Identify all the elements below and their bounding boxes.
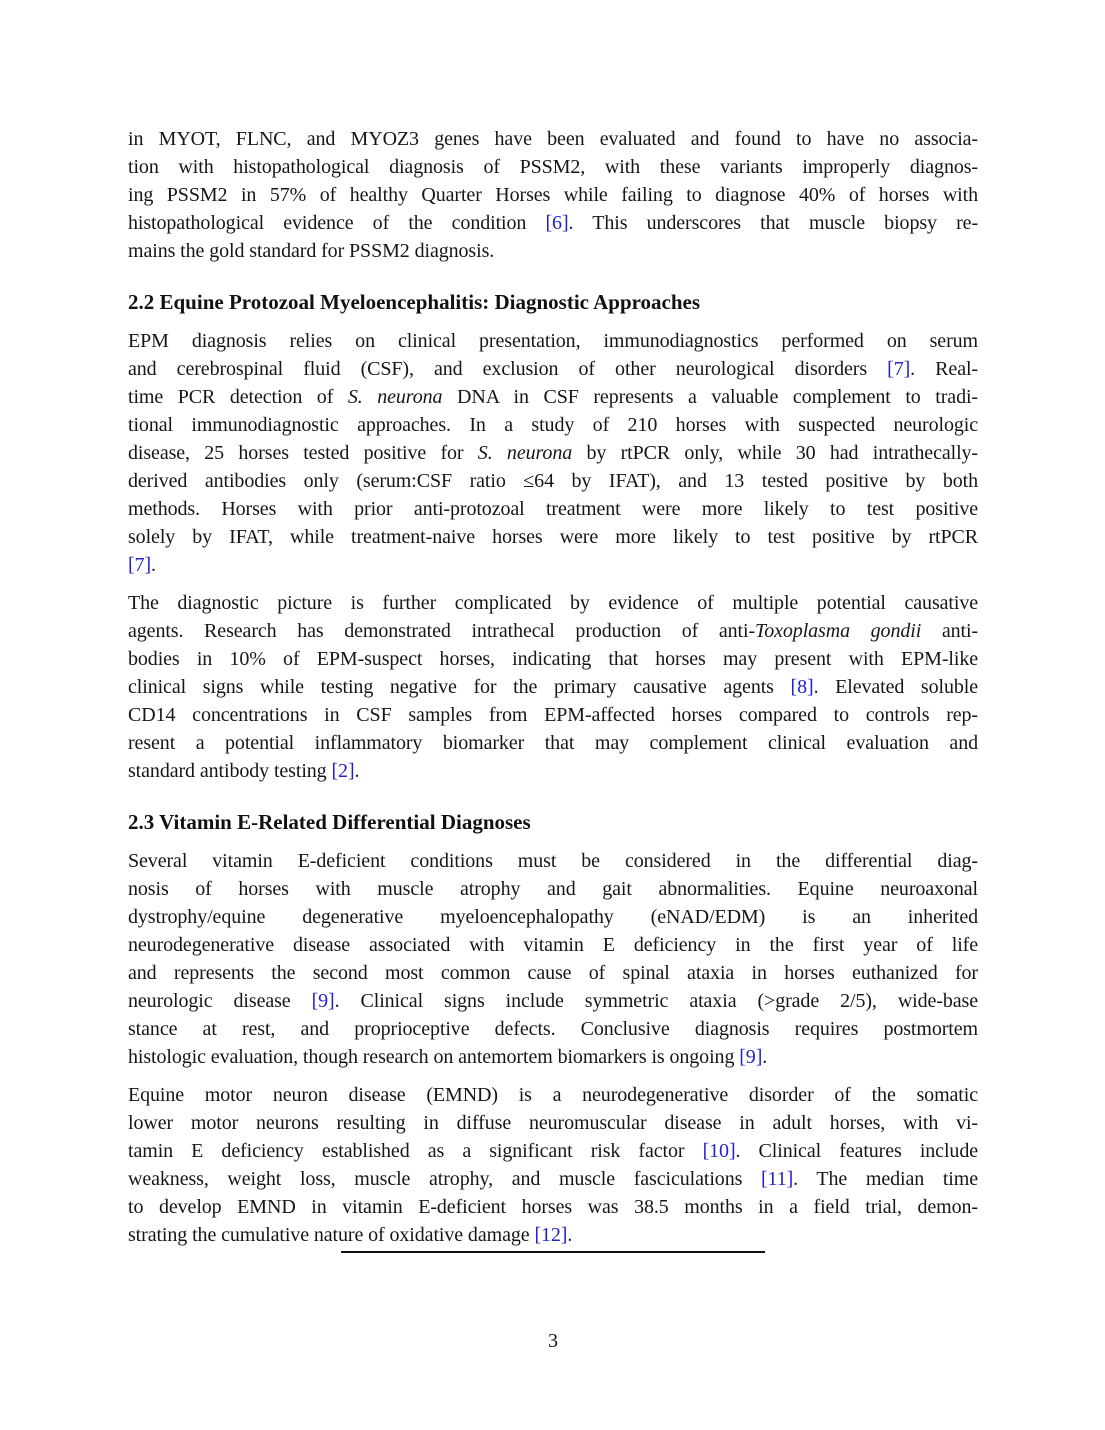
text-line — [128, 589, 978, 617]
text-line — [128, 1137, 978, 1165]
text-line — [128, 757, 978, 785]
text-line — [128, 551, 978, 579]
text-line — [128, 1109, 978, 1137]
paragraph — [128, 125, 978, 265]
text-run: . This underscores that muscle biopsy re- — [568, 212, 979, 234]
text-run: in MYOT, FLNC, and MYOZ3 genes have been evaluated and found to have no associa- — [128, 128, 978, 150]
citation-link[interactable]: [7] — [887, 358, 911, 380]
text-line — [128, 903, 978, 931]
citation-link[interactable]: [8] — [790, 676, 814, 698]
text-run: . Real- — [910, 358, 978, 380]
text-run: nosis of horses with muscle atrophy and gait abnormalities. Equine neuroaxonal — [128, 878, 978, 900]
text-line — [128, 411, 978, 439]
paragraph — [128, 589, 978, 785]
text-run: . — [354, 760, 360, 782]
text-line — [128, 1221, 978, 1249]
citation-link[interactable]: [9] — [739, 1046, 763, 1068]
text-line — [128, 1081, 978, 1109]
text-line — [128, 673, 978, 701]
citation-link[interactable]: [6] — [545, 212, 569, 234]
text-line — [128, 467, 978, 495]
document-page — [128, 125, 978, 1355]
text-run: tamin E deficiency established as a significant risk factor — [128, 1140, 703, 1162]
citation-link[interactable]: [9] — [311, 990, 335, 1012]
text-line — [128, 327, 978, 355]
text-line — [128, 729, 978, 757]
text-line — [128, 875, 978, 903]
text-line — [128, 1015, 978, 1043]
paragraph — [128, 327, 978, 579]
text-run: to develop EMND in vitamin E-deficient horses was 38.5 months in a field trial, demon- — [128, 1196, 978, 1218]
text-line — [128, 237, 978, 265]
text-run: disease, 25 horses tested positive for — [128, 442, 478, 464]
text-run: methods. Horses with prior anti-protozoal treatment were more likely to test positive — [128, 498, 978, 520]
text-run: neurodegenerative disease associated with vitamin E deficiency in the first year of life — [128, 934, 978, 956]
text-line — [128, 1043, 978, 1071]
text-line — [128, 181, 978, 209]
species-name-italic: S. neurona — [347, 386, 443, 408]
text-run: CD14 concentrations in CSF samples from EPM-affected horses compared to controls rep- — [128, 704, 978, 726]
text-run: resent a potential inflammatory biomarker that may complement clinical evaluation and — [128, 732, 978, 754]
text-run: tion with histopathological diagnosis of PSSM2, with these variants improperly diagnos- — [128, 156, 978, 178]
text-line — [128, 383, 978, 411]
text-line — [128, 355, 978, 383]
text-run: Several vitamin E-deficient conditions must be considered in the differential diag- — [128, 850, 978, 872]
document-content — [128, 125, 978, 1253]
text-run: anti- — [921, 620, 978, 642]
text-line — [128, 1165, 978, 1193]
text-run: . Clinical features include — [735, 1140, 978, 1162]
text-run: stance at rest, and proprioceptive defects. Conclusive diagnosis requires postmortem — [128, 1018, 978, 1040]
species-name-italic: S. neurona — [477, 442, 573, 464]
text-line — [128, 439, 978, 467]
citation-link[interactable]: [10] — [702, 1140, 736, 1162]
text-run: . Elevated soluble — [813, 676, 979, 698]
text-run: . — [762, 1046, 768, 1068]
text-line — [128, 959, 978, 987]
page-number: 3 — [548, 1329, 558, 1352]
text-run: tional immunodiagnostic approaches. In a study of 210 horses with suspected neurologic — [128, 414, 978, 436]
text-run: histopathological evidence of the condition — [128, 212, 546, 234]
text-line — [128, 125, 978, 153]
text-run: and cerebrospinal fluid (CSF), and exclusion of other neurological disorders — [128, 358, 888, 380]
text-line — [128, 1193, 978, 1221]
text-run: . The median time — [793, 1168, 978, 1190]
text-run: time PCR detection of — [128, 386, 348, 408]
citation-link[interactable]: [7] — [128, 554, 152, 576]
text-run: EPM diagnosis relies on clinical presentation, immunodiagnostics performed on serum — [128, 330, 978, 352]
citation-link[interactable]: [2] — [331, 760, 355, 782]
text-run: bodies in 10% of EPM-suspect horses, indicating that horses may present with EPM-like — [128, 648, 978, 670]
text-run: solely by IFAT, while treatment-naive horses were more likely to test positive by rtPCR — [128, 526, 978, 548]
citation-link[interactable]: [11] — [760, 1168, 794, 1190]
species-name-italic: Toxoplasma gondii — [755, 620, 922, 642]
section-heading: 2.2 Equine Protozoal Myeloencephalitis: Diagnostic Approaches — [128, 290, 701, 314]
text-run: histologic evaluation, though research on antemortem biomarkers is ongoing — [128, 1046, 740, 1068]
text-line — [128, 495, 978, 523]
text-run: dystrophy/equine degenerative myeloencephalopathy (eNAD/EDM) is an inherited — [128, 906, 978, 928]
text-run: neurologic disease — [128, 990, 312, 1012]
text-run: The diagnostic picture is further complicated by evidence of multiple potential causative — [128, 592, 978, 614]
text-line — [128, 209, 978, 237]
text-run: lower motor neurons resulting in diffuse neuromuscular disease in adult horses, with vi- — [128, 1112, 978, 1134]
text-line — [128, 987, 978, 1015]
footnote-rule — [341, 1251, 765, 1253]
text-run: by rtPCR only, while 30 had intrathecally- — [572, 442, 978, 464]
citation-link[interactable]: [12] — [534, 1224, 568, 1246]
text-line — [128, 153, 978, 181]
text-line — [128, 645, 978, 673]
text-run: clinical signs while testing negative for the primary causative agents — [128, 676, 791, 698]
text-run: and represents the second most common cause of spinal ataxia in horses euthanized for — [128, 962, 978, 984]
text-line — [128, 617, 978, 645]
paragraph — [128, 1081, 978, 1249]
text-run: . Clinical signs include symmetric ataxia (>grade 2/5), wide-base — [334, 990, 978, 1012]
text-run: standard antibody testing — [128, 760, 332, 782]
text-run: derived antibodies only (serum:CSF ratio ≤64 by IFAT), and 13 tested positive by both — [128, 470, 978, 492]
text-line — [128, 701, 978, 729]
paragraph — [128, 847, 978, 1071]
text-run: mains the gold standard for PSSM2 diagnosis. — [128, 240, 495, 262]
text-run: DNA in CSF represents a valuable complement to tradi- — [442, 386, 978, 408]
section-heading: 2.3 Vitamin E-Related Differential Diagnoses — [128, 810, 531, 834]
text-line — [128, 847, 978, 875]
text-run: weakness, weight loss, muscle atrophy, and muscle fasciculations — [128, 1168, 761, 1190]
text-run: agents. Research has demonstrated intrathecal production of anti- — [128, 620, 756, 642]
text-run: . — [151, 554, 156, 576]
text-run: strating the cumulative nature of oxidative damage — [128, 1224, 535, 1246]
text-line — [128, 931, 978, 959]
text-run: . — [567, 1224, 573, 1246]
text-run: ing PSSM2 in 57% of healthy Quarter Horses while failing to diagnose 40% of horses with — [128, 184, 978, 206]
text-run: Equine motor neuron disease (EMND) is a neurodegenerative disorder of the somatic — [128, 1084, 978, 1106]
text-line — [128, 523, 978, 551]
